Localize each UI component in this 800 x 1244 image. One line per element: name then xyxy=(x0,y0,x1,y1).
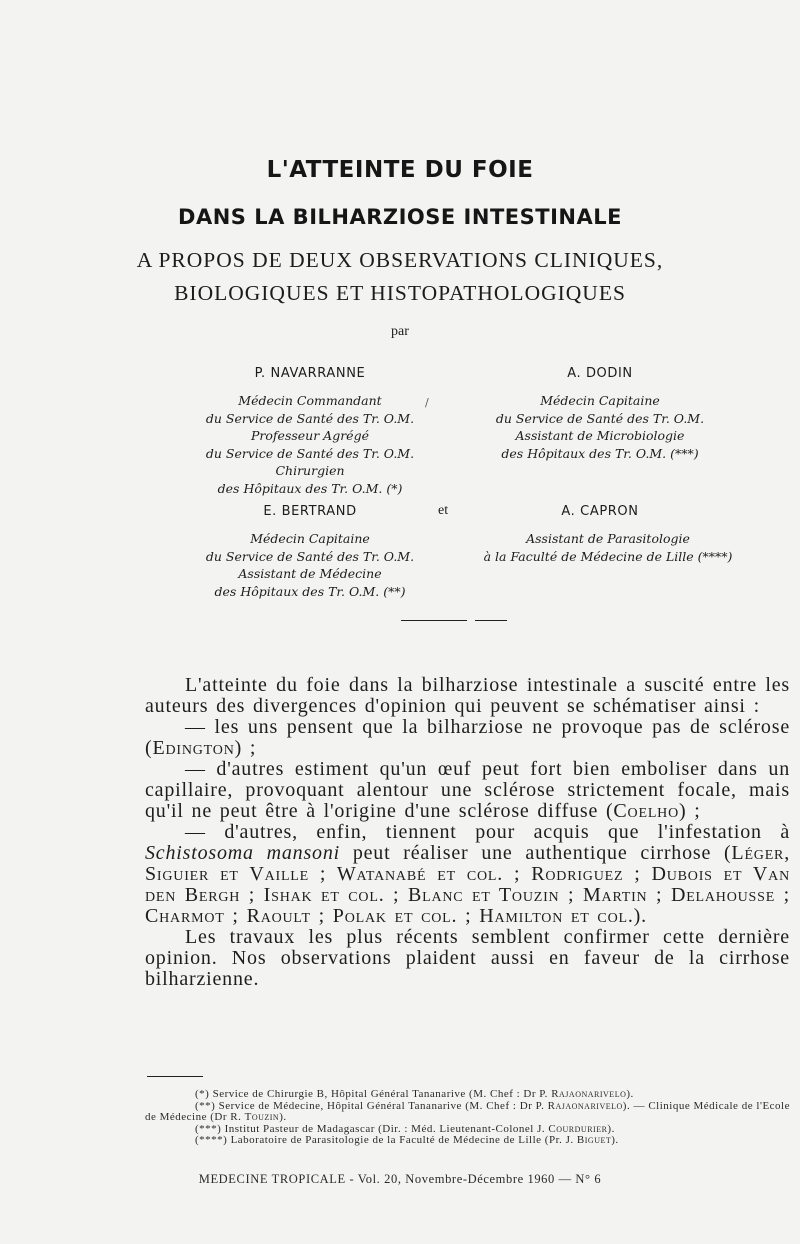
paragraph-opinion-1 xyxy=(145,717,790,759)
text-run: — d'autres estiment qu'un œuf peut fort bien emboliser dans un capillaire, provoquant alentour une sclérose strictement focale, mais qu'il ne peut être à l'origine d'une sclérose diffuse ( xyxy=(145,758,790,822)
affiliation-line: Assistant de Parasitologie xyxy=(526,531,690,546)
text-run: ) ; xyxy=(234,737,257,759)
footnote-2 xyxy=(145,1101,790,1124)
paragraph-intro: L'atteinte du foie dans la bilharziose intestinale a suscité entre les auteurs des divergences d'opinion qui peuvent se schématiser ainsi : xyxy=(145,674,790,717)
affiliation-line: Chirurgien xyxy=(275,463,345,478)
affiliation-line: du Service de Santé des Tr. O.M. xyxy=(205,410,415,426)
footnote-4 xyxy=(145,1135,790,1147)
affiliation-line: Professeur Agrégé xyxy=(251,428,369,443)
author-capron-affiliation xyxy=(448,530,768,565)
affiliation-line: Médecin Commandant xyxy=(238,393,382,408)
text-run: ) ; xyxy=(679,800,701,822)
text-run: — les uns pensent que la bilharziose ne provoque pas de sclérose ( xyxy=(145,716,790,759)
author-navarranne-name: P. NAVARRANNE xyxy=(254,366,366,381)
separator-rule-short xyxy=(475,620,507,621)
author-dodin-name: A. DODIN xyxy=(567,366,633,381)
text-run: (**) Service de Médecine, Hôpital Général Tananarive (M. Chef : Dr P. xyxy=(195,1099,548,1112)
by-label: par xyxy=(391,324,409,339)
text-run: ). xyxy=(611,1134,619,1146)
text-run: (****) Laboratoire de Parasitologie de la Faculté de Médecine de Lille (Pr. J. xyxy=(195,1134,577,1146)
paragraph-opinion-3 xyxy=(145,822,790,927)
cited-name: Rajaonarivelo xyxy=(547,1099,623,1112)
journal-footer: MEDECINE TROPICALE - Vol. 20, Novembre-Décembre 1960 — N° 6 xyxy=(198,1172,602,1186)
article-body xyxy=(145,675,790,990)
author-capron-name: A. CAPRON xyxy=(561,504,639,519)
cited-author: Edington xyxy=(152,737,235,759)
cited-name: Touzin xyxy=(244,1111,280,1123)
stray-mark: / xyxy=(425,396,429,409)
affiliation-line: du Service de Santé des Tr. O.M. xyxy=(495,410,705,426)
separator-rule xyxy=(401,620,467,621)
affiliation-line: à la Faculté de Médecine de Lille (****) xyxy=(483,548,733,564)
affiliation-line: du Service de Santé des Tr. O.M. xyxy=(205,445,415,461)
paragraph-opinion-2 xyxy=(145,759,790,822)
footnote-rule xyxy=(147,1076,203,1077)
text-run: (*) Service de Chirurgie B, Hôpital Général Tananarive (M. Chef : Dr P. xyxy=(195,1088,552,1100)
text-run: ). xyxy=(626,1088,634,1100)
subtitle-line-1: A PROPOS DE DEUX OBSERVATIONS CLINIQUES, xyxy=(136,248,664,272)
affiliation-line: des Hôpitaux des Tr. O.M. (*) xyxy=(217,480,403,496)
cited-name: Rajaonarivelo xyxy=(551,1088,627,1100)
paragraph-conclusion: Les travaux les plus récents semblent confirmer cette dernière opinion. Nos observations plaident aussi en faveur de la cirrhose bilharzienne. xyxy=(145,926,790,990)
author-dodin-affiliation xyxy=(465,392,735,462)
title-line-1: L'ATTEINTE DU FOIE xyxy=(266,157,534,183)
cited-name: Biguet xyxy=(576,1134,612,1146)
text-run: ). — Clinique Médicale de l'Ecole de Médecine (Dr R. xyxy=(145,1099,790,1123)
affiliation-line: Médecin Capitaine xyxy=(250,531,370,546)
affiliation-line: Assistant de Médecine xyxy=(238,566,382,581)
affiliation-line: Médecin Capitaine xyxy=(540,393,660,408)
cited-author: Coelho xyxy=(613,800,679,822)
text-run: (***) Institut Pasteur de Madagascar (Dir. : Méd. Lieutenant-Colonel J. xyxy=(195,1122,549,1135)
affiliation-line: Assistant de Microbiologie xyxy=(515,428,685,443)
author-bertrand-name: E. BERTRAND xyxy=(263,504,357,519)
title-line-2: DANS LA BILHARZIOSE INTESTINALE xyxy=(178,205,622,229)
cited-name: Courdurier xyxy=(548,1122,608,1135)
cited-authors: Léger, Siguier et Vaille ; Watanabé et col. ; Rodriguez ; Dubois et Van den Bergh ; Ishak et col. ; Blanc et Touzin ; Martin ; Delahousse ; Charmot ; Raoult ; Polak et col. ; Hamilton et col. xyxy=(145,842,790,927)
species-name: Schistosoma mansoni xyxy=(145,842,340,864)
affiliation-line: du Service de Santé des Tr. O.M. xyxy=(205,548,415,564)
text-run: ). xyxy=(279,1111,287,1123)
affiliation-line: des Hôpitaux des Tr. O.M. (***) xyxy=(501,445,699,461)
et-conjunction: et xyxy=(438,503,449,518)
author-bertrand-affiliation xyxy=(170,530,450,600)
affiliation-line: des Hôpitaux des Tr. O.M. (**) xyxy=(214,583,406,599)
text-run: ). xyxy=(607,1122,615,1135)
footnotes xyxy=(145,1089,790,1147)
subtitle-line-2: BIOLOGIQUES ET HISTOPATHOLOGIQUES xyxy=(174,281,626,305)
author-navarranne-affiliation xyxy=(170,392,450,497)
text-run: — d'autres, enfin, tiennent pour acquis que l'infestation à xyxy=(185,821,790,843)
text-run: peut réaliser une authentique cirrhose ( xyxy=(340,842,732,864)
text-run: ). xyxy=(633,905,647,927)
